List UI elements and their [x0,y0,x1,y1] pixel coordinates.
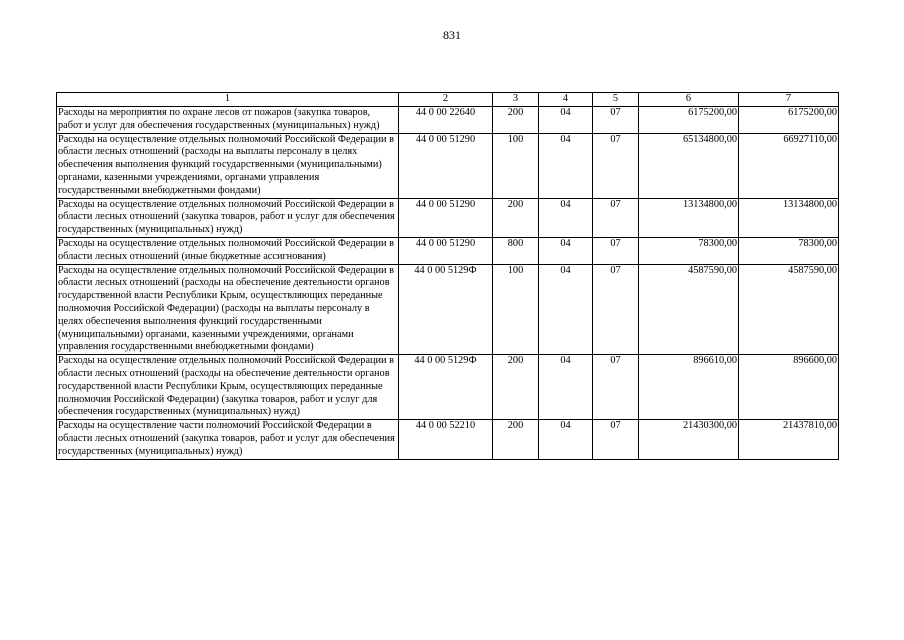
expense-name: Расходы на осуществление отдельных полномочий Российской Федерации в области лесных отношений (иные бюджетные ассигнования) [57,237,399,264]
expense-name: Расходы на мероприятия по охране лесов от пожаров (закупка товаров, работ и услуг для обеспечения государственных (муниципальных) нужд) [57,107,399,134]
section-code: 04 [539,355,593,420]
header-col-3: 3 [493,93,539,107]
table-row [57,355,839,420]
subsection-code: 07 [593,420,639,459]
table-row [57,198,839,237]
expense-name: Расходы на осуществление отдельных полномочий Российской Федерации в области лесных отношений (закупка товаров, работ и услуг для обеспечения государственных (муниципальных) нужд) [57,198,399,237]
header-col-6: 6 [639,93,739,107]
expense-type-code: 100 [493,133,539,198]
header-col-2: 2 [399,93,493,107]
budget-table [56,92,839,460]
subsection-code: 07 [593,107,639,134]
section-code: 04 [539,264,593,355]
amount-col-6: 13134800,00 [639,198,739,237]
amount-col-6: 78300,00 [639,237,739,264]
section-code: 04 [539,198,593,237]
amount-col-7: 4587590,00 [739,264,839,355]
section-code: 04 [539,133,593,198]
target-article-code: 44 0 00 51290 [399,198,493,237]
expense-type-code: 800 [493,237,539,264]
expense-name: Расходы на осуществление части полномочий Российской Федерации в области лесных отношений (закупка товаров, работ и услуг для обеспечения государственных (муниципальных) нужд) [57,420,399,459]
table-row [57,420,839,459]
target-article-code: 44 0 00 52210 [399,420,493,459]
target-article-code: 44 0 00 5129Ф [399,355,493,420]
amount-col-6: 896610,00 [639,355,739,420]
section-code: 04 [539,237,593,264]
amount-col-6: 65134800,00 [639,133,739,198]
section-code: 04 [539,107,593,134]
amount-col-6: 6175200,00 [639,107,739,134]
expense-name: Расходы на осуществление отдельных полномочий Российской Федерации в области лесных отношений (расходы на выплаты персоналу в целях обеспечения выполнения функций государственными (муниципальными) органами, казенными учреждениями, органами управления государственными внебюджетными фондами) [57,133,399,198]
subsection-code: 07 [593,264,639,355]
amount-col-7: 78300,00 [739,237,839,264]
target-article-code: 44 0 00 51290 [399,237,493,264]
amount-col-7: 66927110,00 [739,133,839,198]
amount-col-7: 896600,00 [739,355,839,420]
header-col-1: 1 [57,93,399,107]
target-article-code: 44 0 00 5129Ф [399,264,493,355]
expense-type-code: 200 [493,198,539,237]
subsection-code: 07 [593,133,639,198]
amount-col-7: 6175200,00 [739,107,839,134]
expense-type-code: 200 [493,107,539,134]
amount-col-7: 13134800,00 [739,198,839,237]
target-article-code: 44 0 00 22640 [399,107,493,134]
header-col-5: 5 [593,93,639,107]
subsection-code: 07 [593,237,639,264]
header-col-7: 7 [739,93,839,107]
table-row [57,107,839,134]
amount-col-7: 21437810,00 [739,420,839,459]
table-row [57,133,839,198]
page-number: 831 [443,28,461,42]
expense-type-code: 200 [493,420,539,459]
amount-col-6: 21430300,00 [639,420,739,459]
subsection-code: 07 [593,355,639,420]
header-row [57,93,839,107]
expense-name: Расходы на осуществление отдельных полномочий Российской Федерации в области лесных отношений (расходы на обеспечение деятельности органов государственной власти Республики Крым, осуществляющих переданные полномочия Российской Федерации) (закупка товаров, работ и услуг для обеспечения государственных (муниципальных) нужд) [57,355,399,420]
subsection-code: 07 [593,198,639,237]
header-col-4: 4 [539,93,593,107]
expense-name: Расходы на осуществление отдельных полномочий Российской Федерации в области лесных отношений (расходы на обеспечение деятельности органов государственной власти Республики Крым, осуществляющих переданные полномочия Российской Федерации) (расходы на выплаты персоналу в целях обеспечения выполнения функций государственными (муниципальными) органами, казенными учреждениями, органами управления государственными внебюджетными фондами) [57,264,399,355]
expense-type-code: 200 [493,355,539,420]
table-row [57,237,839,264]
section-code: 04 [539,420,593,459]
amount-col-6: 4587590,00 [639,264,739,355]
target-article-code: 44 0 00 51290 [399,133,493,198]
table-row [57,264,839,355]
expense-type-code: 100 [493,264,539,355]
